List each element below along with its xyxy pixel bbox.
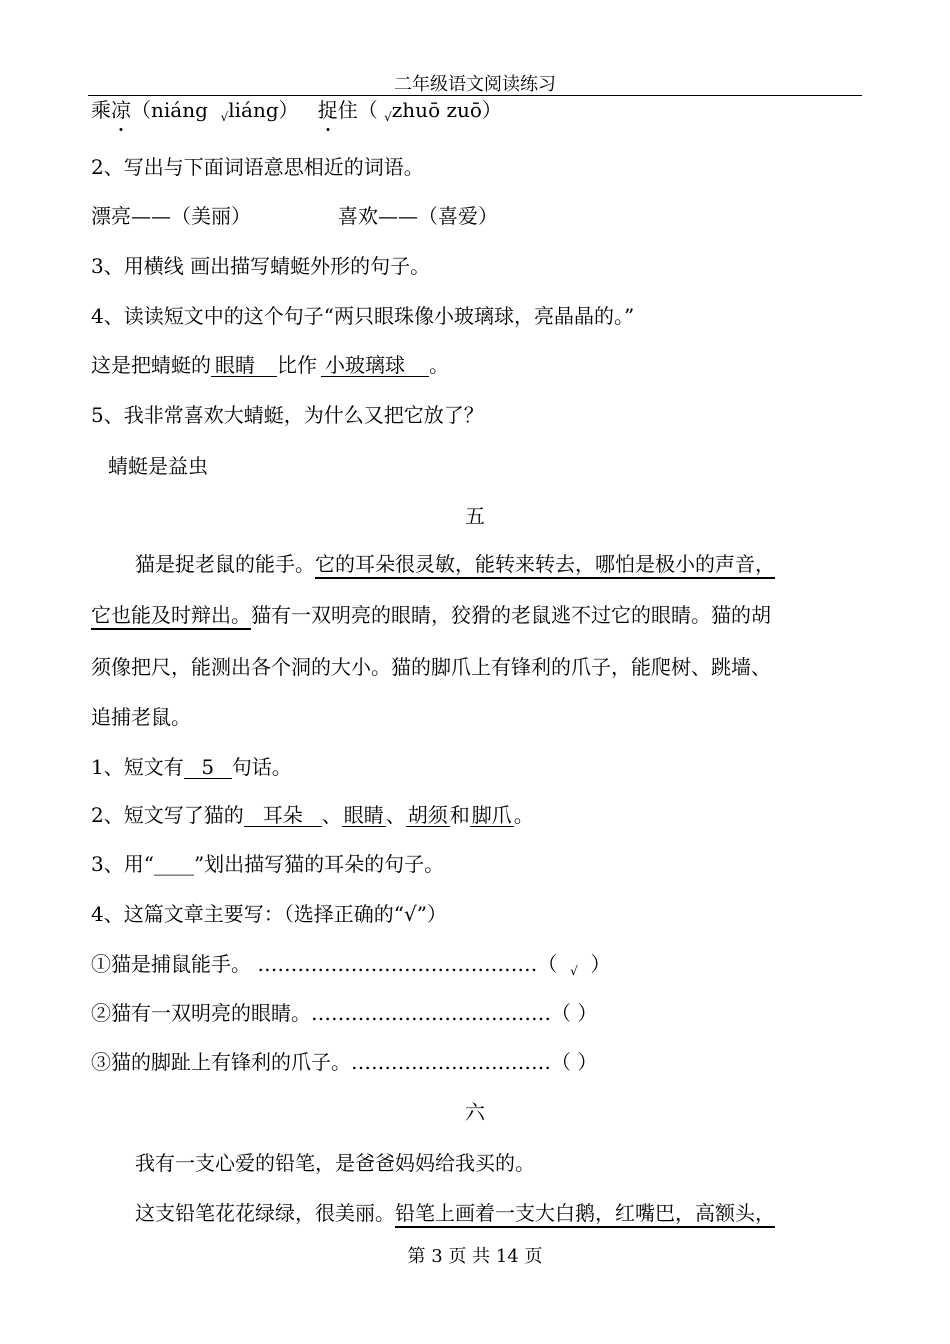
q1-suffix: 句话。 <box>231 755 292 779</box>
section-6-heading: 六 <box>465 1100 485 1124</box>
s5-question-1 <box>91 756 292 779</box>
word2-dotted-char: 捉 <box>317 98 338 122</box>
check-mark-icon: √ <box>220 110 229 124</box>
passage-line-3: 须像把尺，能测出各个洞的大小。猫的脚爪上有锋利的爪子，能爬树、跳墙、 <box>91 655 771 679</box>
question-2: 2、写出与下面词语意思相近的词语。 <box>91 155 424 179</box>
option-3: ③猫的脚趾上有锋利的爪子。…………………………（ ） <box>91 1050 598 1074</box>
fill-suffix: 。 <box>429 353 449 377</box>
page-number: 第 3 页 共 14 页 <box>407 1246 543 1267</box>
passage-line-1 <box>135 554 775 574</box>
word1-options: （niáng <box>131 98 208 122</box>
q2-prefix: 2、短文写了猫的 <box>91 803 244 827</box>
question-4: 4、读读短文中的这个句子“两只眼珠像小玻璃球，亮晶晶的。” <box>91 304 635 328</box>
s5-question-3: 3、用“____”划出描写猫的耳朵的句子。 <box>91 852 445 876</box>
word2-rest: 住（ <box>337 98 378 122</box>
pinyin-question-line <box>91 100 502 123</box>
s6-paragraph-1: 我有一支心爱的铅笔，是爸爸妈妈给我买的。 <box>135 1151 535 1175</box>
s5-question-2 <box>91 804 534 827</box>
passage-text: 猫有一双明亮的眼睛，狡猾的老鼠逃不过它的眼睛。猫的胡 <box>251 603 771 627</box>
question-5: 5、我非常喜欢大蜻蜓，为什么又把它放了？ <box>91 403 484 427</box>
option-1 <box>91 954 610 977</box>
answer-blank-2: 小玻璃球 <box>321 354 429 377</box>
q2-answer-c: 胡须 <box>407 803 448 827</box>
passage-line-2 <box>91 605 771 625</box>
page-header-title: 二年级语文阅读练习 <box>394 74 556 95</box>
underlined-sentence-end: 它也能及时辩出。 <box>91 603 251 627</box>
q1-prefix: 1、短文有 <box>91 755 184 779</box>
fill-prefix: 这是把蜻蜓的 <box>91 353 211 377</box>
question-2-answer-a: 漂亮——（美丽） <box>91 204 251 228</box>
q1-answer-blank: 5 <box>184 756 232 779</box>
header-rule <box>88 95 862 96</box>
conjunction: 和 <box>449 803 470 827</box>
s6-underlined-sentence: 铅笔上画着一支大白鹅，红嘴巴，高额头， <box>395 1201 775 1225</box>
underlined-sentence: 它的耳朵很灵敏，能转来转去，哪怕是极小的声音， <box>315 552 775 576</box>
passage-line-4: 追捕老鼠。 <box>91 705 191 729</box>
separator: 、 <box>385 803 406 827</box>
period: 。 <box>513 803 534 827</box>
option-1-close: ） <box>590 952 611 976</box>
question-3: 3、用横线 画出描写蜻蜓外形的句子。 <box>91 254 431 278</box>
s6-text: 这支铅笔花花绿绿，很美丽。 <box>135 1201 395 1225</box>
s5-question-4: 4、这篇文章主要写：（选择正确的“√”） <box>91 902 447 926</box>
word2-options: zhuō zuō） <box>391 98 502 122</box>
check-mark-icon: √ <box>570 964 578 978</box>
option-1-paren: （ <box>537 952 558 976</box>
answer-blank-1: 眼睛 <box>211 354 277 377</box>
passage-text: 猫是捉老鼠的能手。 <box>135 552 315 576</box>
question-5-answer: 蜻蜓是益虫 <box>108 454 208 478</box>
word1-option2: liáng） <box>228 98 299 122</box>
word1-dotted-char: 凉 <box>111 98 131 122</box>
option-1-text: ①猫是捕鼠能手。 …………………………………… <box>91 952 538 976</box>
question-4-fill <box>91 354 449 377</box>
option-2: ②猫有一双明亮的眼睛。………………………………（ ） <box>91 1001 598 1025</box>
q2-answer-b: 眼睛 <box>343 803 384 827</box>
fill-mid: 比作 <box>277 353 317 377</box>
separator: 、 <box>321 803 342 827</box>
check-mark-icon: √ <box>384 110 392 124</box>
section-5-heading: 五 <box>465 504 485 528</box>
q2-answer-d: 脚爪 <box>471 803 512 827</box>
word1-char: 乘 <box>91 98 111 122</box>
s6-paragraph-2 <box>135 1203 775 1223</box>
question-2-answer-b: 喜欢——（喜爱） <box>338 204 498 228</box>
q2-answer-a: 耳朵 <box>244 804 322 827</box>
